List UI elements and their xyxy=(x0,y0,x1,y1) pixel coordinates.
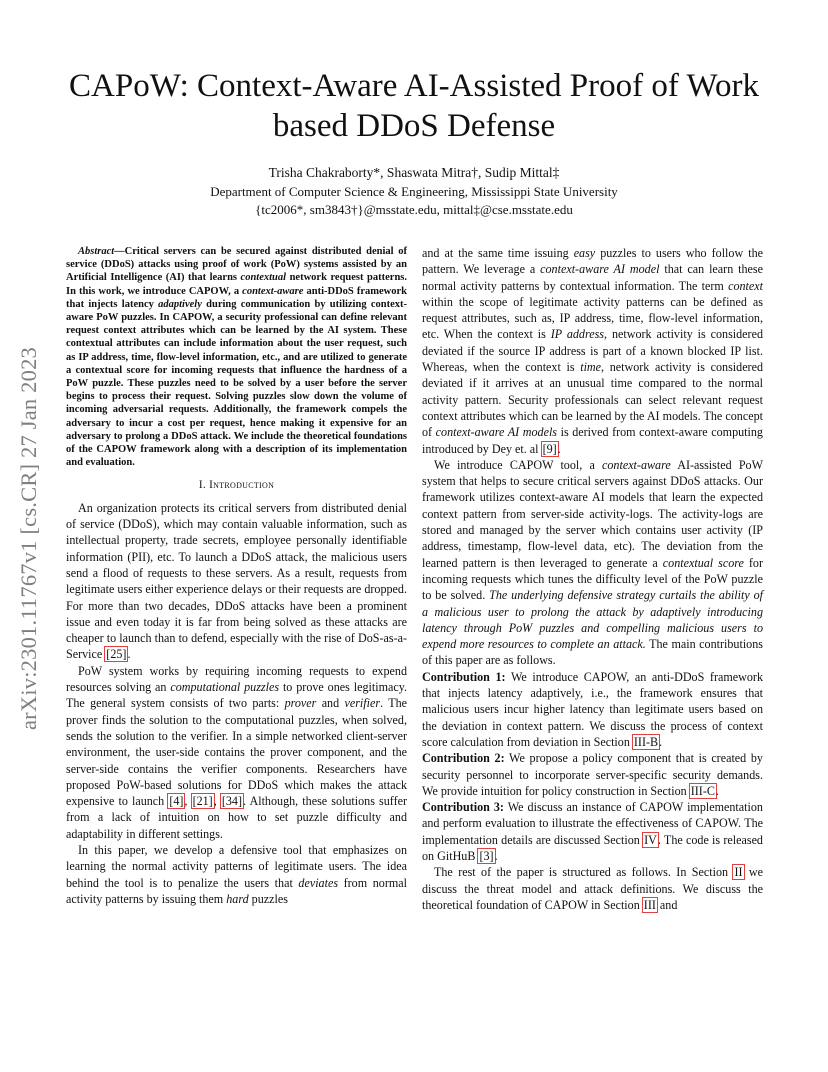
intro-paragraph-3: In this paper, we develop a defensive tool that emphasizes on learning the normal activity patterns of legitimate users. The idea behind the tool is to penalize the users that deviates from normal activity patterns by issuing them hard puzzles xyxy=(66,842,407,906)
section-link[interactable]: III xyxy=(643,897,656,912)
abstract: Abstract—Critical servers can be secured against distributed denial of service (DDoS) attacks using proof of work (PoW) systems assisted by an Artificial Intelligence (AI) that learns contextual network request patterns. In this work, we introduce CAPOW, a context-aware anti-DDoS framework that injects latency adaptively during communication by utilizing context-aware PoW puzzles. In CAPOW, a security professional can define relevant request context attributes which can be learned by the AI system. These contextual attributes can include information about the user request, such as IP address, time, flow-level information, etc., and are utilized to generate a contextual score for incoming requests that influence the hardness of a PoW puzzle. These puzzles need to be solved by a user before the server begins to process their request. Solving puzzles slow down the volume of incoming adversarial requests. Additionally, the framework compels the adversary to incur a cost per request, hence making it expensive for an adversary to prolong a DDoS attack. We include the theoretical foundations of the CAPOW framework along with a description of its implementation and evaluation. xyxy=(66,246,407,469)
citation-link[interactable]: [21] xyxy=(192,794,213,809)
emails: {tc2006*, sm3843†}@msstate.edu, mittal‡@cse.msstate.edu xyxy=(255,202,573,217)
citation-link[interactable]: [25] xyxy=(106,647,127,662)
arxiv-stamp[interactable]: arXiv:2301.11767v1 [cs.CR] 27 Jan 2023 xyxy=(16,347,41,730)
section-link[interactable]: IV xyxy=(644,832,657,847)
contribution-1: Contribution 1: We introduce CAPOW, an anti-DDoS framework that injects latency adaptively, i.e., the framework ensures that malicious users incur higher latency than legitimate users based on the deviation in context pattern. We discuss the process of context score calculation from deviation in Section III-B. xyxy=(422,669,763,749)
title-line-1: CAPoW: Context-Aware AI-Assisted Proof of Work xyxy=(69,68,759,104)
paper-title xyxy=(40,66,788,146)
section-link[interactable]: II xyxy=(734,865,743,880)
citation-link[interactable]: [34] xyxy=(221,794,243,809)
intro-paragraph-1: An organization protects its critical servers from distributed denial of service (DDoS), which may contain valuable information, such as intellectual property, trade secrets, employee personally identifiable information (PII), etc. To launch a DDoS attack, the malicious users send a flood of requests to these servers. As a result, requests from legitimate users either experience delays or their requests are dropped. For more than two decades, DDoS attacks have been a prominent issue and even today it is far from being solved as these attacks are cheaper to launch than to defend, especially with the rise of DoS-as-a-Service [25]. xyxy=(66,500,407,662)
left-column xyxy=(66,245,407,907)
section-link[interactable]: III-B xyxy=(633,734,659,749)
citation-link[interactable]: [3] xyxy=(479,848,494,863)
affiliation: Department of Computer Science & Engineering, Mississippi State University xyxy=(210,184,618,199)
author-block xyxy=(60,162,768,219)
authors: Trisha Chakraborty*, Shaswata Mitra†, Sudip Mittal‡ xyxy=(268,165,560,180)
right-column xyxy=(422,245,763,913)
right-paragraph-3: The rest of the paper is structured as follows. In Section II we discuss the threat model and attack definitions. We discuss the theoretical foundation of CAPOW in Section III and xyxy=(422,865,763,912)
citation-link[interactable]: [9] xyxy=(542,441,557,456)
section-heading-introduction: I. Introduction xyxy=(198,479,275,492)
abstract-label: Abstract xyxy=(78,246,115,257)
title-line-2: based DDoS Defense xyxy=(272,108,556,144)
intro-paragraph-2: PoW system works by requiring incoming requests to expend resources solving an computational puzzles to prove ones legitimacy. The general system consists of two parts: prover and verifier. The prover finds the solution to the computational puzzles, when solved, sends the solution to the verifier. In a simple networked client-server environment, the user-side contains the prover component, and the server-side contains the verifier components. Researchers have proposed PoW-based solutions for DDoS which makes the attack expensive to launch [4], [21], [34]. Although, these solutions suffer from a lack of intuition on how to set puzzle difficulty and adaptability in different settings. xyxy=(66,663,408,841)
right-paragraph-2: We introduce CAPOW tool, a context-aware AI-assisted PoW system that helps to secure critical servers against DDoS attacks. Our framework utilizes context-aware AI models that learn the expected context pattern from server-side activity-logs. The activity-logs are stored and managed by the server which contains user activity (IP address, timestamp, flow-level data, etc). The deviation from the learned pattern is then leveraged to generate a contextual score for incoming requests which tunes the difficulty level of the PoW puzzle to be solved. The underlying defensive strategy curtails the ability of a malicious user to prolong the attack by adaptively introducing latency through PoW puzzles and compelling malicious users to expend more resources to complete an attack. The main contributions of this paper are as follows. xyxy=(422,457,764,668)
contribution-3: Contribution 3: We discuss an instance of CAPOW implementation and perform evaluation to illustrate the effectiveness of CAPOW. The implementation details are discussed Section IV. The code is released on GitHuB [3]. xyxy=(422,800,763,863)
section-link[interactable]: III-C xyxy=(690,783,715,798)
citation-link[interactable]: [4] xyxy=(169,794,184,809)
right-paragraph-1: and at the same time issuing easy puzzles to users who follow the pattern. We leverage a context-aware AI model that can learn these normal activity patterns by contextual information. The term context within the scope of legitimate activity patterns can be defined as request attributes, such as, IP address, time, flow-level information, etc. When the context is IP address, network activity is considered deviated if the source IP address is part of a known blocked IP list. Whereas, when the context is time, network activity is considered deviated if it arrives at an unusual time compared to the normal activity pattern. Security professionals can select relevant request context attributes which can be learned by the AI models. The concept of context-aware AI models is derived from context-aware computing introduced by Dey et. al [9]. xyxy=(422,246,763,456)
contribution-2: Contribution 2: We propose a policy component that is created by security personnel to incorporate server-specific security demands. We provide intuition for policy construction in Section III-C. xyxy=(422,751,763,798)
